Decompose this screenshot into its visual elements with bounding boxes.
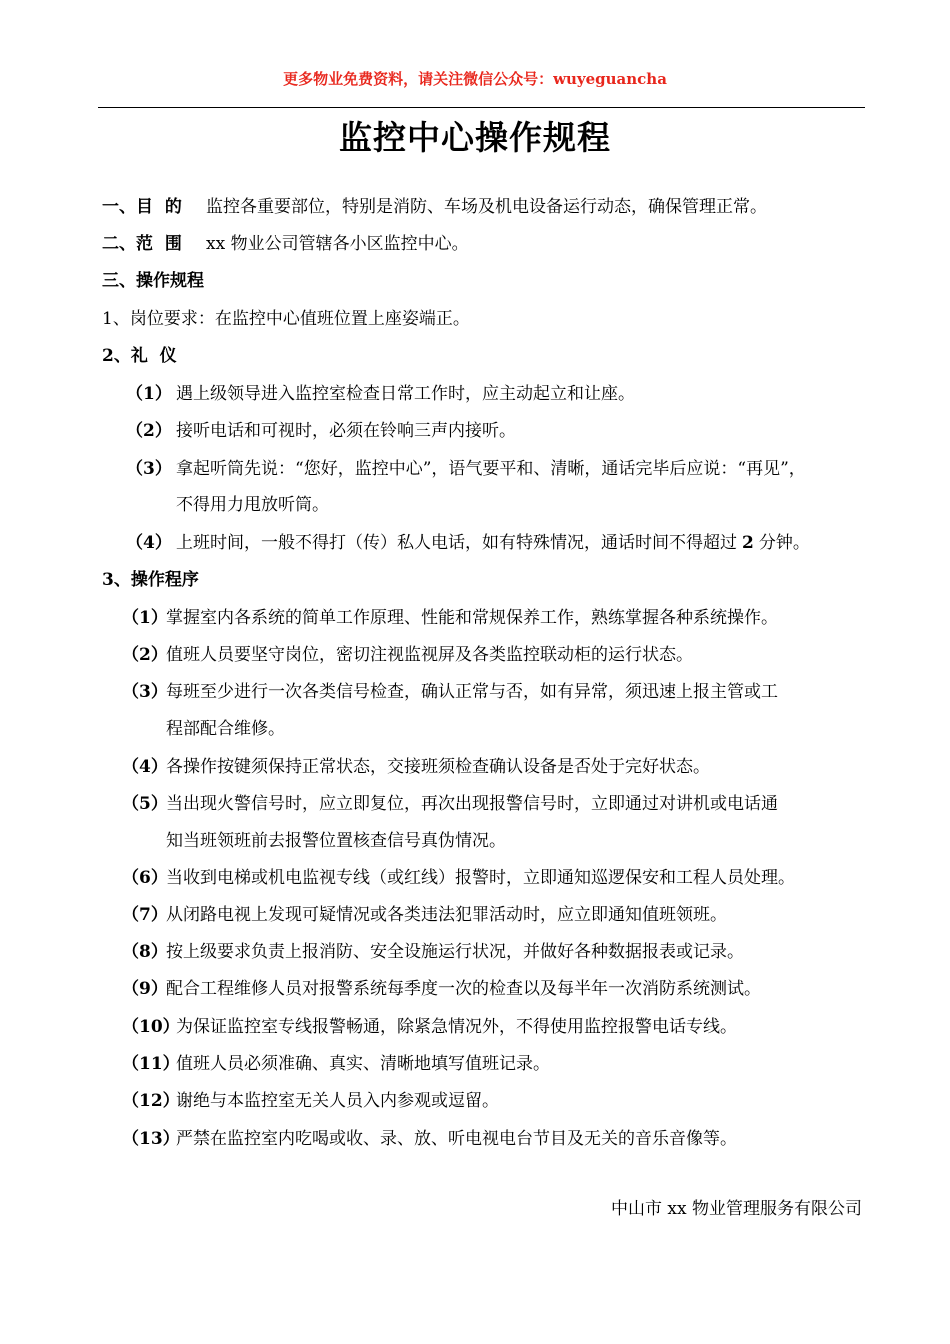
item-post-requirement [102, 304, 470, 329]
item-label: 1、岗位要求： [102, 309, 215, 329]
list-text-continued: 程部配合维修。 [166, 719, 285, 739]
list-text: 值班人员要坚守岗位，密切注视监视屏及各类监控联动柜的运行状态。 [166, 645, 693, 665]
list-text: 上班时间，一般不得打（传）私人电话，如有特殊情况，通话时间不得超过 [176, 533, 737, 553]
list-number: （11） [122, 1054, 180, 1074]
section-purpose [102, 192, 767, 217]
list-text: 掌握室内各系统的简单工作原理、性能和常规保养工作，熟练掌握各种系统操作。 [166, 608, 778, 628]
list-item [122, 974, 761, 999]
list-text-tail: 分钟。 [758, 533, 810, 553]
list-number: （2） [122, 645, 168, 665]
list-number: （1） [126, 384, 172, 404]
list-item [122, 677, 778, 702]
list-item [122, 937, 744, 962]
header-divider [98, 107, 865, 108]
list-number: （10） [122, 1017, 180, 1037]
section-label: 一、目 的 [102, 197, 182, 217]
list-text: 遇上级领导进入监控室检查日常工作时，应主动起立和让座。 [176, 384, 635, 404]
list-number: （12） [122, 1091, 180, 1111]
list-number: （3） [126, 459, 172, 479]
list-text: 当收到电梯或机电监视专线（或红线）报警时，立即通知巡逻保安和工程人员处理。 [166, 868, 795, 888]
section-procedure-heading: 三、操作规程 [102, 271, 204, 291]
list-item [122, 640, 693, 665]
list-item [126, 379, 635, 404]
list-text: 配合工程维修人员对报警系统每季度一次的检查以及每半年一次消防系统测试。 [166, 979, 761, 999]
list-item [122, 1049, 550, 1074]
list-item [122, 900, 727, 925]
list-item [122, 1124, 737, 1149]
list-number: （1） [122, 608, 168, 628]
section-text: xx 物业公司管辖各小区监控中心。 [206, 234, 469, 254]
list-number: （5） [122, 794, 168, 814]
list-text-continued: 不得用力甩放听筒。 [176, 495, 329, 515]
list-bold-value: 2 [742, 533, 754, 553]
section-scope [102, 229, 469, 254]
list-item [122, 1086, 499, 1111]
list-number: （2） [126, 421, 172, 441]
list-text: 为保证监控室专线报警畅通，除紧急情况外，不得使用监控报警电话专线。 [176, 1017, 737, 1037]
list-item [126, 528, 810, 553]
list-text: 按上级要求负责上报消防、安全设施运行状况，并做好各种数据报表或记录。 [166, 942, 744, 962]
list-number: （9） [122, 979, 168, 999]
item-text: 在监控中心值班位置上座姿端正。 [214, 309, 470, 329]
item-etiquette-heading: 2、礼 仪 [102, 346, 177, 366]
list-number: （8） [122, 942, 168, 962]
list-number: （6） [122, 868, 168, 888]
list-text: 接听电话和可视时，必须在铃响三声内接听。 [176, 421, 516, 441]
list-text: 每班至少进行一次各类信号检查，确认正常与否，如有异常，须迅速上报主管或工 [166, 682, 778, 702]
list-item [126, 416, 516, 441]
section-label: 二、范 围 [102, 234, 182, 254]
list-text-continued: 知当班领班前去报警位置核查信号真伪情况。 [166, 831, 506, 851]
list-number: （7） [122, 905, 168, 925]
list-text: 当出现火警信号时，应立即复位，再次出现报警信号时，立即通过对讲机或电话通 [166, 794, 778, 814]
list-item [126, 454, 806, 479]
list-number: （4） [126, 533, 172, 553]
list-number: （3） [122, 682, 168, 702]
list-text: 从闭路电视上发现可疑情况或各类违法犯罪活动时，应立即通知值班领班。 [166, 905, 727, 925]
list-item [122, 752, 710, 777]
section-text: 监控各重要部位，特别是消防、车场及机电设备运行动态，确保管理正常。 [206, 197, 767, 217]
promo-header: 更多物业免费资料，请关注微信公众号：wuyeguancha [283, 70, 667, 88]
page-title: 监控中心操作规程 [339, 118, 611, 157]
list-text: 拿起听筒先说：“您好，监控中心”，语气要平和、清晰，通话完毕后应说：“再见”， [176, 459, 806, 479]
list-text: 值班人员必须准确、真实、清晰地填写值班记录。 [176, 1054, 550, 1074]
list-text: 各操作按键须保持正常状态，交接班须检查确认设备是否处于完好状态。 [166, 757, 710, 777]
list-number: （13） [122, 1129, 180, 1149]
list-text: 严禁在监控室内吃喝或收、录、放、听电视电台节目及无关的音乐音像等。 [176, 1129, 737, 1149]
list-text: 谢绝与本监控室无关人员入内参观或逗留。 [176, 1091, 499, 1111]
list-number: （4） [122, 757, 168, 777]
list-item [122, 789, 778, 814]
list-item [122, 603, 778, 628]
list-item [122, 863, 795, 888]
list-item [122, 1012, 737, 1037]
company-signature: 中山市 xx 物业管理服务有限公司 [611, 1199, 862, 1219]
item-operation-heading: 3、操作程序 [102, 570, 199, 590]
